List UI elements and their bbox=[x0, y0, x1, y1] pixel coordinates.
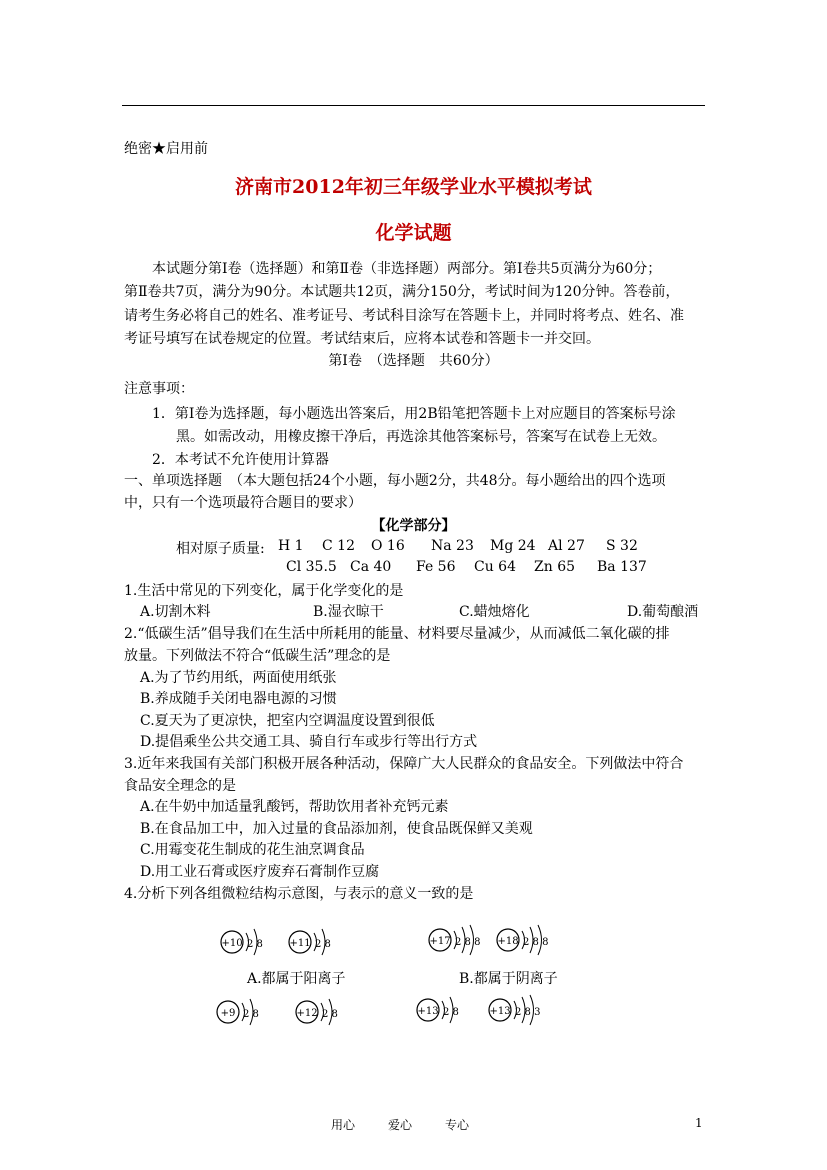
atom-cu: Cu 64 bbox=[474, 559, 516, 575]
q3-stem-2: 食品安全理念的是 bbox=[124, 778, 236, 794]
atom-h: H 1 bbox=[278, 538, 304, 554]
atom-na: Na 23 bbox=[431, 538, 474, 554]
atom-diagram-plus11 bbox=[289, 929, 331, 955]
atomic-row-1 bbox=[278, 538, 698, 558]
nucleus-label: +13 bbox=[417, 1006, 439, 1017]
q2-stem-1: 2.“低碳生活”倡导我们在生活中所耗用的能量、材料要尽量减少，从而减低二氧化碳的排 bbox=[124, 626, 670, 642]
q3-stem-1: 3.近年来我国有关部门积极开展各种活动，保障广大人民群众的食品安全。下列做法中符合 bbox=[124, 756, 684, 772]
atom-cl: Cl 35.5 bbox=[286, 559, 337, 575]
q1-stem: 1.生活中常见的下列变化，属于化学变化的是 bbox=[124, 583, 404, 599]
q2-option-b: B.养成随手关闭电器电源的习惯 bbox=[140, 691, 337, 707]
atom-zn: Zn 65 bbox=[534, 559, 576, 575]
shell-label: 2 8 8 bbox=[455, 937, 481, 948]
q3-option-d: D.用工业石膏或医疗废弃石膏制作豆腐 bbox=[140, 864, 380, 880]
q4-stem: 4.分析下列各组微粒结构示意图，与表示的意义一致的是 bbox=[124, 886, 474, 902]
shell-label: 2 8 bbox=[247, 939, 263, 950]
footer-word-3: 专心 bbox=[445, 1118, 470, 1132]
nucleus-label: +17 bbox=[429, 936, 451, 947]
q4-option-b: B.都属于阴离子 bbox=[459, 971, 558, 987]
secret-label: 绝密★启用前 bbox=[124, 141, 208, 157]
nucleus-label: +12 bbox=[296, 1008, 318, 1019]
note-1-cont: 黑。如需改动，用橡皮擦干净后，再选涂其他答案标号，答案写在试卷上无效。 bbox=[176, 429, 666, 445]
footer-word-1: 用心 bbox=[331, 1118, 356, 1132]
shell-label: 2 8 bbox=[443, 1007, 459, 1018]
page-number: 1 bbox=[695, 1116, 703, 1130]
q3-option-c: C.用霉变花生制成的花生油烹调食品 bbox=[140, 842, 365, 858]
shell-label: 2 8 8 bbox=[523, 937, 549, 948]
chem-heading: 【化学部分】 bbox=[371, 518, 456, 534]
nucleus-label: +13 bbox=[489, 1006, 511, 1017]
q4-option-a: A.都属于阳离子 bbox=[247, 971, 346, 987]
header-rule bbox=[122, 105, 705, 106]
q2-option-c: C.夏天为了更凉快，把室内空调温度设置到很低 bbox=[140, 713, 435, 729]
atomic-mass-label: 相对原子质量: bbox=[176, 541, 265, 557]
q1-option-d: D.葡萄酿酒 bbox=[627, 604, 699, 620]
q1-option-c: C.蜡烛熔化 bbox=[459, 604, 530, 620]
atomic-row-2 bbox=[286, 559, 706, 579]
exam-title: 济南市2012年初三年级学业水平模拟考试 bbox=[235, 176, 592, 198]
shell-label: 2 8 bbox=[243, 1009, 259, 1020]
atom-mg: Mg 24 bbox=[490, 538, 536, 554]
atom-ca: Ca 40 bbox=[350, 559, 392, 575]
part1-heading: 第Ⅰ卷 （选择题 共60分） bbox=[328, 353, 499, 369]
footer-word-2: 爱心 bbox=[388, 1118, 413, 1132]
atom-o: O 16 bbox=[371, 538, 405, 554]
atom-ba: Ba 137 bbox=[597, 559, 647, 575]
intro-line-2: 第Ⅱ卷共7页，满分为90分。本试题共12页，满分150分，考试时间为120分钟。答卷前， bbox=[124, 284, 680, 300]
atom-al: Al 27 bbox=[548, 538, 585, 554]
atom-diagram-plus17 bbox=[429, 925, 480, 955]
atom-diagram-plus10 bbox=[221, 929, 263, 955]
atom-c: C 12 bbox=[322, 538, 355, 554]
q2-option-a: A.为了节约用纸，两面使用纸张 bbox=[140, 670, 337, 686]
note-2: 2．本考试不允许使用计算器 bbox=[152, 452, 329, 468]
atom-diagram-plus18 bbox=[497, 925, 548, 955]
q2-option-d: D.提倡乘坐公共交通工具、骑自行车或步行等出行方式 bbox=[140, 734, 478, 750]
section1-line-2: 中，只有一个选项最符合题目的要求） bbox=[124, 495, 362, 511]
nucleus-label: +18 bbox=[497, 936, 519, 947]
shell-label: 2 8 3 bbox=[515, 1007, 541, 1018]
atom-s: S 32 bbox=[606, 538, 638, 554]
note-1: 1．第Ⅰ卷为选择题，每小题选出答案后，用2B铅笔把答题卡上对应题目的答案标号涂 bbox=[152, 406, 676, 422]
atom-fe: Fe 56 bbox=[416, 559, 456, 575]
q4-diagrams-lower bbox=[0, 988, 827, 1038]
atom-diagram-plus12 bbox=[296, 999, 338, 1025]
exam-subtitle: 化学试题 bbox=[375, 222, 452, 244]
shell-label: 2 8 bbox=[322, 1009, 338, 1020]
q3-option-a: A.在牛奶中加适量乳酸钙，帮助饮用者补充钙元素 bbox=[140, 799, 449, 815]
nucleus-label: +9 bbox=[220, 1008, 236, 1019]
intro-line-4: 考证号填写在试卷规定的位置。考试结束后，应将本试卷和答题卡一并交回。 bbox=[124, 331, 600, 347]
q1-option-b: B.湿衣晾干 bbox=[313, 604, 384, 620]
notes-heading: 注意事项： bbox=[124, 381, 194, 397]
atom-diagram-plus13-atom bbox=[489, 995, 540, 1025]
atom-diagram-plus9 bbox=[217, 999, 259, 1025]
section1-line-1: 一、单项选择题 （本大题包括24个小题，每小题2分，共48分。每小题给出的四个选项 bbox=[124, 473, 666, 489]
nucleus-label: +10 bbox=[221, 938, 243, 949]
nucleus-label: +11 bbox=[289, 938, 311, 949]
q2-stem-2: 放量。下列做法不符合“低碳生活”理念的是 bbox=[124, 648, 391, 664]
shell-label: 2 8 bbox=[315, 939, 331, 950]
intro-line-3: 请考生务必将自己的姓名、准考证号、考试科目涂写在答题卡上，并同时将考点、姓名、准 bbox=[124, 308, 684, 324]
atom-diagram-plus13-ion bbox=[417, 997, 459, 1023]
intro-line-1: 本试题分第Ⅰ卷（选择题）和第Ⅱ卷（非选择题）两部分。第Ⅰ卷共5页满分为60分； bbox=[152, 261, 662, 277]
q1-option-a: A.切割木料 bbox=[140, 604, 211, 620]
q3-option-b: B.在食品加工中，加入过量的食品添加剂，使食品既保鲜又美观 bbox=[140, 821, 533, 837]
